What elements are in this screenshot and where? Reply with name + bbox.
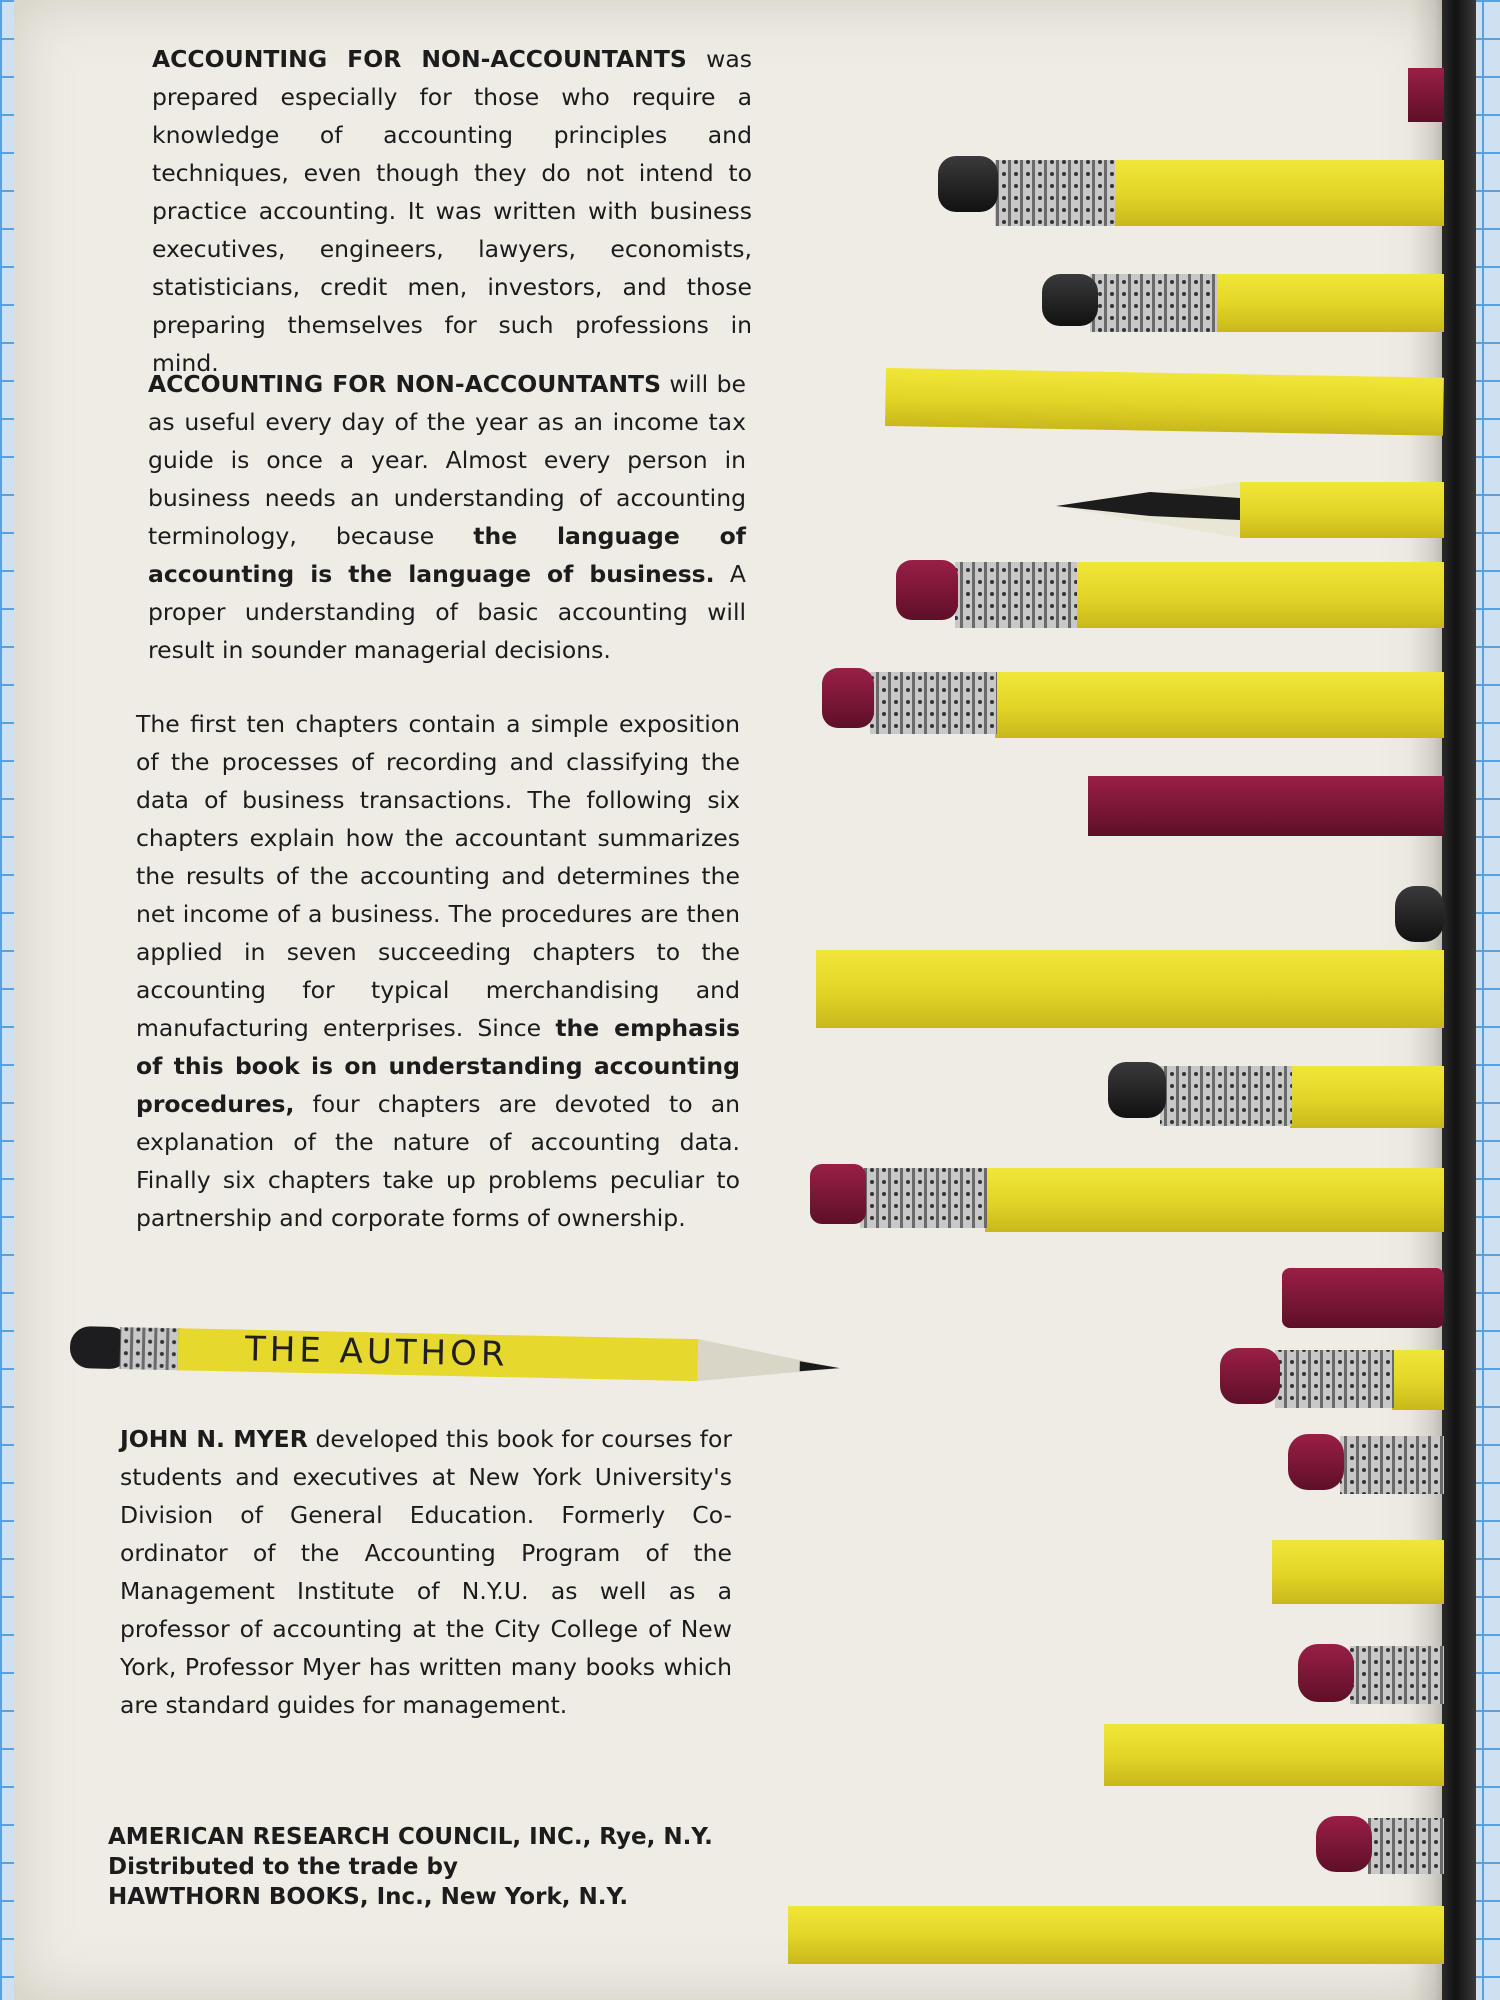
paragraph-2-body-a: will be as useful every day of the year as an income tax guide is once a year. Almost every person in business needs an understanding of accounting terminology, because xyxy=(148,370,746,550)
publisher-line-1: AMERICAN RESEARCH COUNCIL, INC., Rye, N.Y. xyxy=(108,1824,713,1850)
paragraph-2-body-b: A proper understanding of basic accounting will result in sounder managerial decisions. xyxy=(148,560,746,664)
book-spine xyxy=(1442,0,1476,2000)
description-paragraph-1 xyxy=(152,40,752,382)
paragraph-3-body-a: The first ten chapters contain a simple exposition of the processes of recording and classifying the data of business transactions. The following six chapters explain how the accountant summarizes the results of the accounting and determines the net income of a business. The procedures are then applied in seven succeeding chapters to the accounting for typical merchandising and manufacturing enterprises. Since xyxy=(136,710,740,1042)
cover-edge-shadow xyxy=(1410,0,1444,2000)
author-bio-body: developed this book for courses for students and executives at New York University's Division of General Education. Formerly Co-ordinator of the Accounting Program of the Management Institute of N.Y.U. as well as a professor of accounting at the City College of New York, Professor Myer has written many books which are standard guides for management. xyxy=(120,1425,732,1719)
paragraph-1-body: was prepared especially for those who require a knowledge of accounting principles and techniques, even though they do not intend to practice accounting. It was written with business executives, engineers, lawyers, economists, statisticians, credit men, investors, and those preparing themselves for such professions in mind. xyxy=(152,45,752,377)
author-bio-paragraph xyxy=(120,1420,732,1724)
paragraph-3-emphasis: the emphasis of this book is on understanding accounting procedures, xyxy=(136,1014,741,1118)
paragraph-3-body-b: four chapters are devoted to an explanation of the nature of accounting data. Finally six chapters take up problems peculiar to partnership and corporate forms of ownership. xyxy=(136,1090,740,1232)
author-name: JOHN N. MYER xyxy=(120,1425,308,1453)
author-heading: THE AUTHOR xyxy=(244,1329,509,1375)
publisher-line-3: HAWTHORN BOOKS, Inc., New York, N.Y. xyxy=(108,1884,629,1910)
publisher-line-2: Distributed to the trade by xyxy=(108,1854,458,1880)
book-title-2: ACCOUNTING FOR NON-ACCOUNTANTS xyxy=(148,370,661,398)
book-title-1: ACCOUNTING FOR NON-ACCOUNTANTS xyxy=(152,45,687,73)
description-paragraph-3 xyxy=(136,705,740,1237)
description-paragraph-2 xyxy=(148,365,746,669)
paragraph-2-emphasis: the language of accounting is the language of business. xyxy=(148,522,746,588)
publisher-info xyxy=(108,1822,788,1912)
